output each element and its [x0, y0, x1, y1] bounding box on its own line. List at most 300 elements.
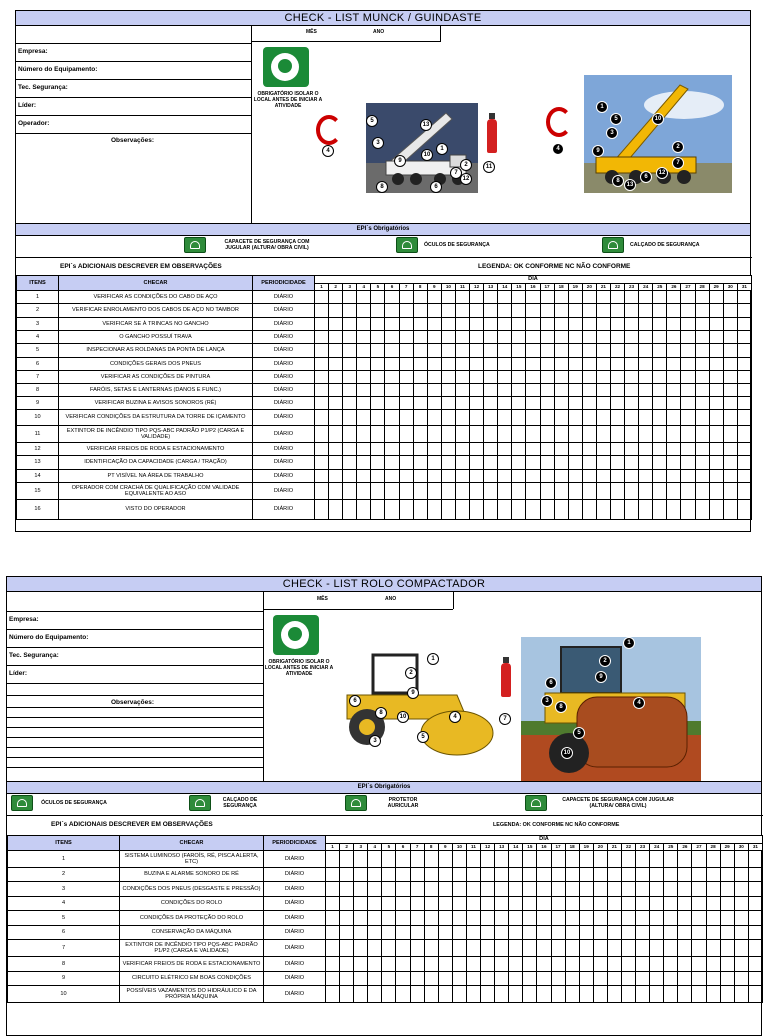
day-cell[interactable]	[737, 331, 751, 344]
day-cell[interactable]	[537, 897, 551, 911]
day-cell[interactable]	[343, 358, 357, 371]
day-cell[interactable]	[650, 972, 664, 986]
day-cell[interactable]	[678, 986, 692, 1003]
day-cell[interactable]	[441, 443, 455, 456]
day-cell[interactable]	[720, 911, 734, 926]
day-cell[interactable]	[695, 291, 709, 304]
day-cell[interactable]	[484, 500, 498, 520]
day-cell[interactable]	[554, 304, 568, 318]
day-cell[interactable]	[621, 897, 635, 911]
day-cell[interactable]	[441, 483, 455, 500]
day-cell[interactable]	[455, 304, 469, 318]
day-cell[interactable]	[565, 911, 579, 926]
day-cell[interactable]	[484, 318, 498, 331]
day-cell[interactable]	[498, 291, 512, 304]
day-cell[interactable]	[329, 443, 343, 456]
day-cell[interactable]	[734, 897, 748, 911]
day-cell[interactable]	[470, 371, 484, 384]
day-cell[interactable]	[737, 500, 751, 520]
day-cell[interactable]	[650, 897, 664, 911]
day-cell[interactable]	[410, 882, 424, 897]
day-cell[interactable]	[568, 384, 582, 397]
day-cell[interactable]	[706, 926, 720, 940]
day-cell[interactable]	[481, 957, 495, 972]
day-cell[interactable]	[399, 291, 413, 304]
day-cell[interactable]	[396, 882, 410, 897]
day-cell[interactable]	[709, 470, 723, 483]
day-cell[interactable]	[554, 426, 568, 443]
day-cell[interactable]	[540, 410, 554, 426]
day-cell[interactable]	[357, 483, 371, 500]
day-cell[interactable]	[498, 318, 512, 331]
day-cell[interactable]	[625, 443, 639, 456]
day-cell[interactable]	[371, 304, 385, 318]
day-cell[interactable]	[554, 384, 568, 397]
day-cell[interactable]	[636, 926, 650, 940]
day-cell[interactable]	[653, 384, 667, 397]
day-cell[interactable]	[526, 443, 540, 456]
day-cell[interactable]	[410, 868, 424, 882]
day-cell[interactable]	[413, 443, 427, 456]
day-cell[interactable]	[466, 868, 480, 882]
day-cell[interactable]	[692, 897, 706, 911]
day-cell[interactable]	[340, 957, 354, 972]
day-cell[interactable]	[455, 483, 469, 500]
day-cell[interactable]	[326, 957, 340, 972]
day-cell[interactable]	[438, 897, 452, 911]
day-cell[interactable]	[537, 972, 551, 986]
day-cell[interactable]	[579, 897, 593, 911]
day-cell[interactable]	[343, 318, 357, 331]
day-cell[interactable]	[607, 868, 621, 882]
day-cell[interactable]	[512, 410, 526, 426]
day-cell[interactable]	[382, 957, 396, 972]
day-cell[interactable]	[610, 384, 624, 397]
day-cell[interactable]	[498, 443, 512, 456]
day-cell[interactable]	[565, 868, 579, 882]
day-cell[interactable]	[650, 868, 664, 882]
day-cell[interactable]	[636, 851, 650, 868]
day-cell[interactable]	[596, 304, 610, 318]
day-cell[interactable]	[424, 957, 438, 972]
day-cell[interactable]	[695, 397, 709, 410]
day-cell[interactable]	[526, 384, 540, 397]
day-cell[interactable]	[540, 384, 554, 397]
day-cell[interactable]	[526, 410, 540, 426]
day-cell[interactable]	[639, 483, 653, 500]
day-cell[interactable]	[734, 868, 748, 882]
day-cell[interactable]	[653, 443, 667, 456]
day-cell[interactable]	[396, 897, 410, 911]
day-cell[interactable]	[354, 911, 368, 926]
day-cell[interactable]	[639, 500, 653, 520]
day-cell[interactable]	[709, 384, 723, 397]
day-cell[interactable]	[737, 483, 751, 500]
day-cell[interactable]	[709, 291, 723, 304]
day-cell[interactable]	[639, 384, 653, 397]
day-cell[interactable]	[495, 926, 509, 940]
day-cell[interactable]	[639, 426, 653, 443]
day-cell[interactable]	[385, 304, 399, 318]
day-cell[interactable]	[452, 986, 466, 1003]
day-cell[interactable]	[639, 331, 653, 344]
day-cell[interactable]	[667, 483, 681, 500]
day-cell[interactable]	[554, 358, 568, 371]
day-cell[interactable]	[343, 410, 357, 426]
day-cell[interactable]	[636, 897, 650, 911]
day-cell[interactable]	[481, 868, 495, 882]
day-cell[interactable]	[484, 344, 498, 358]
day-cell[interactable]	[484, 483, 498, 500]
day-cell[interactable]	[438, 882, 452, 897]
day-cell[interactable]	[621, 940, 635, 957]
day-cell[interactable]	[681, 443, 695, 456]
day-cell[interactable]	[625, 371, 639, 384]
day-cell[interactable]	[579, 868, 593, 882]
day-cell[interactable]	[357, 358, 371, 371]
day-cell[interactable]	[709, 443, 723, 456]
day-cell[interactable]	[734, 986, 748, 1003]
day-cell[interactable]	[495, 911, 509, 926]
day-cell[interactable]	[625, 397, 639, 410]
day-cell[interactable]	[466, 972, 480, 986]
day-cell[interactable]	[664, 940, 678, 957]
day-cell[interactable]	[650, 957, 664, 972]
day-cell[interactable]	[343, 443, 357, 456]
day-cell[interactable]	[399, 483, 413, 500]
day-cell[interactable]	[315, 483, 329, 500]
day-cell[interactable]	[678, 868, 692, 882]
day-cell[interactable]	[495, 972, 509, 986]
day-cell[interactable]	[621, 986, 635, 1003]
day-cell[interactable]	[593, 851, 607, 868]
day-cell[interactable]	[636, 957, 650, 972]
day-cell[interactable]	[681, 456, 695, 470]
day-cell[interactable]	[340, 851, 354, 868]
day-cell[interactable]	[537, 851, 551, 868]
day-cell[interactable]	[340, 897, 354, 911]
day-cell[interactable]	[607, 926, 621, 940]
day-cell[interactable]	[413, 384, 427, 397]
day-cell[interactable]	[399, 410, 413, 426]
day-cell[interactable]	[424, 972, 438, 986]
day-cell[interactable]	[455, 470, 469, 483]
day-cell[interactable]	[540, 443, 554, 456]
day-cell[interactable]	[354, 851, 368, 868]
day-cell[interactable]	[385, 318, 399, 331]
day-cell[interactable]	[720, 897, 734, 911]
day-cell[interactable]	[484, 384, 498, 397]
day-cell[interactable]	[720, 972, 734, 986]
day-cell[interactable]	[593, 940, 607, 957]
day-cell[interactable]	[551, 897, 565, 911]
day-cell[interactable]	[526, 483, 540, 500]
day-cell[interactable]	[596, 397, 610, 410]
day-cell[interactable]	[466, 957, 480, 972]
day-cell[interactable]	[554, 410, 568, 426]
day-cell[interactable]	[315, 358, 329, 371]
day-cell[interactable]	[452, 868, 466, 882]
day-cell[interactable]	[678, 957, 692, 972]
day-cell[interactable]	[537, 868, 551, 882]
day-cell[interactable]	[664, 882, 678, 897]
day-cell[interactable]	[470, 318, 484, 331]
day-cell[interactable]	[734, 940, 748, 957]
day-cell[interactable]	[368, 957, 382, 972]
day-cell[interactable]	[357, 304, 371, 318]
day-cell[interactable]	[568, 344, 582, 358]
day-cell[interactable]	[625, 344, 639, 358]
day-cell[interactable]	[551, 926, 565, 940]
day-cell[interactable]	[329, 291, 343, 304]
day-cell[interactable]	[695, 304, 709, 318]
day-cell[interactable]	[424, 851, 438, 868]
day-cell[interactable]	[329, 456, 343, 470]
day-cell[interactable]	[484, 331, 498, 344]
day-cell[interactable]	[509, 868, 523, 882]
day-cell[interactable]	[523, 868, 537, 882]
day-cell[interactable]	[678, 972, 692, 986]
day-cell[interactable]	[368, 897, 382, 911]
day-cell[interactable]	[441, 358, 455, 371]
field-empresa-2[interactable]: Empresa:	[9, 616, 39, 623]
day-cell[interactable]	[667, 371, 681, 384]
day-cell[interactable]	[625, 483, 639, 500]
day-cell[interactable]	[709, 456, 723, 470]
day-cell[interactable]	[385, 470, 399, 483]
field-numero-equipamento[interactable]: Número do Equipamento:	[18, 66, 98, 73]
day-cell[interactable]	[653, 426, 667, 443]
day-cell[interactable]	[526, 318, 540, 331]
day-cell[interactable]	[596, 371, 610, 384]
day-cell[interactable]	[343, 344, 357, 358]
day-cell[interactable]	[692, 882, 706, 897]
day-cell[interactable]	[329, 483, 343, 500]
day-cell[interactable]	[582, 344, 596, 358]
day-cell[interactable]	[664, 926, 678, 940]
day-cell[interactable]	[399, 384, 413, 397]
day-cell[interactable]	[371, 344, 385, 358]
day-cell[interactable]	[748, 911, 762, 926]
day-cell[interactable]	[470, 384, 484, 397]
day-cell[interactable]	[484, 397, 498, 410]
day-cell[interactable]	[650, 882, 664, 897]
day-cell[interactable]	[681, 331, 695, 344]
day-cell[interactable]	[681, 500, 695, 520]
day-cell[interactable]	[413, 483, 427, 500]
day-cell[interactable]	[610, 358, 624, 371]
day-cell[interactable]	[523, 986, 537, 1003]
day-cell[interactable]	[610, 456, 624, 470]
day-cell[interactable]	[523, 851, 537, 868]
day-cell[interactable]	[625, 291, 639, 304]
day-cell[interactable]	[625, 331, 639, 344]
day-cell[interactable]	[582, 331, 596, 344]
day-cell[interactable]	[470, 483, 484, 500]
day-cell[interactable]	[512, 371, 526, 384]
day-cell[interactable]	[607, 940, 621, 957]
day-cell[interactable]	[579, 882, 593, 897]
day-cell[interactable]	[610, 426, 624, 443]
day-cell[interactable]	[582, 304, 596, 318]
day-cell[interactable]	[315, 426, 329, 443]
day-cell[interactable]	[470, 397, 484, 410]
day-cell[interactable]	[723, 318, 737, 331]
day-cell[interactable]	[526, 291, 540, 304]
day-cell[interactable]	[554, 397, 568, 410]
day-cell[interactable]	[709, 500, 723, 520]
day-cell[interactable]	[399, 318, 413, 331]
day-cell[interactable]	[315, 443, 329, 456]
day-cell[interactable]	[678, 897, 692, 911]
day-cell[interactable]	[498, 483, 512, 500]
day-cell[interactable]	[678, 911, 692, 926]
day-cell[interactable]	[621, 882, 635, 897]
day-cell[interactable]	[610, 397, 624, 410]
day-cell[interactable]	[709, 344, 723, 358]
day-cell[interactable]	[639, 318, 653, 331]
day-cell[interactable]	[441, 344, 455, 358]
day-cell[interactable]	[481, 911, 495, 926]
day-cell[interactable]	[681, 358, 695, 371]
day-cell[interactable]	[565, 940, 579, 957]
day-cell[interactable]	[509, 851, 523, 868]
day-cell[interactable]	[329, 371, 343, 384]
day-cell[interactable]	[526, 358, 540, 371]
day-cell[interactable]	[481, 972, 495, 986]
day-cell[interactable]	[625, 358, 639, 371]
day-cell[interactable]	[737, 397, 751, 410]
day-cell[interactable]	[413, 470, 427, 483]
day-cell[interactable]	[720, 986, 734, 1003]
day-cell[interactable]	[512, 426, 526, 443]
day-cell[interactable]	[737, 426, 751, 443]
day-cell[interactable]	[695, 500, 709, 520]
day-cell[interactable]	[399, 358, 413, 371]
day-cell[interactable]	[723, 371, 737, 384]
day-cell[interactable]	[509, 882, 523, 897]
day-cell[interactable]	[526, 344, 540, 358]
day-cell[interactable]	[737, 456, 751, 470]
day-cell[interactable]	[385, 456, 399, 470]
day-cell[interactable]	[621, 868, 635, 882]
day-cell[interactable]	[470, 344, 484, 358]
day-cell[interactable]	[441, 331, 455, 344]
day-cell[interactable]	[441, 426, 455, 443]
day-cell[interactable]	[357, 456, 371, 470]
day-cell[interactable]	[681, 291, 695, 304]
day-cell[interactable]	[470, 410, 484, 426]
day-cell[interactable]	[695, 331, 709, 344]
day-cell[interactable]	[470, 500, 484, 520]
day-cell[interactable]	[723, 500, 737, 520]
day-cell[interactable]	[653, 304, 667, 318]
day-cell[interactable]	[512, 500, 526, 520]
day-cell[interactable]	[481, 926, 495, 940]
day-cell[interactable]	[410, 897, 424, 911]
day-cell[interactable]	[371, 500, 385, 520]
day-cell[interactable]	[653, 470, 667, 483]
day-cell[interactable]	[554, 318, 568, 331]
day-cell[interactable]	[368, 940, 382, 957]
day-cell[interactable]	[427, 371, 441, 384]
day-cell[interactable]	[368, 926, 382, 940]
day-cell[interactable]	[498, 304, 512, 318]
day-cell[interactable]	[664, 986, 678, 1003]
day-cell[interactable]	[568, 371, 582, 384]
day-cell[interactable]	[315, 470, 329, 483]
day-cell[interactable]	[692, 851, 706, 868]
day-cell[interactable]	[582, 483, 596, 500]
day-cell[interactable]	[371, 331, 385, 344]
day-cell[interactable]	[568, 358, 582, 371]
day-cell[interactable]	[427, 443, 441, 456]
day-cell[interactable]	[343, 500, 357, 520]
day-cell[interactable]	[526, 426, 540, 443]
day-cell[interactable]	[326, 851, 340, 868]
day-cell[interactable]	[526, 304, 540, 318]
day-cell[interactable]	[371, 410, 385, 426]
day-cell[interactable]	[357, 331, 371, 344]
day-cell[interactable]	[368, 882, 382, 897]
day-cell[interactable]	[424, 897, 438, 911]
day-cell[interactable]	[695, 318, 709, 331]
day-cell[interactable]	[582, 456, 596, 470]
day-cell[interactable]	[540, 358, 554, 371]
day-cell[interactable]	[579, 940, 593, 957]
field-empresa[interactable]: Empresa:	[18, 48, 48, 55]
day-cell[interactable]	[607, 972, 621, 986]
day-cell[interactable]	[709, 483, 723, 500]
day-cell[interactable]	[540, 331, 554, 344]
day-cell[interactable]	[540, 483, 554, 500]
day-cell[interactable]	[343, 470, 357, 483]
day-cell[interactable]	[681, 318, 695, 331]
day-cell[interactable]	[565, 972, 579, 986]
day-cell[interactable]	[596, 443, 610, 456]
day-cell[interactable]	[466, 940, 480, 957]
day-cell[interactable]	[315, 410, 329, 426]
day-cell[interactable]	[340, 926, 354, 940]
day-cell[interactable]	[551, 972, 565, 986]
day-cell[interactable]	[653, 410, 667, 426]
day-cell[interactable]	[427, 344, 441, 358]
day-cell[interactable]	[396, 972, 410, 986]
day-cell[interactable]	[720, 851, 734, 868]
day-cell[interactable]	[326, 911, 340, 926]
day-cell[interactable]	[593, 882, 607, 897]
day-cell[interactable]	[720, 882, 734, 897]
day-cell[interactable]	[639, 304, 653, 318]
day-cell[interactable]	[720, 957, 734, 972]
day-cell[interactable]	[709, 397, 723, 410]
day-cell[interactable]	[481, 940, 495, 957]
day-cell[interactable]	[540, 291, 554, 304]
day-cell[interactable]	[509, 926, 523, 940]
day-cell[interactable]	[653, 500, 667, 520]
day-cell[interactable]	[706, 868, 720, 882]
day-cell[interactable]	[385, 358, 399, 371]
day-cell[interactable]	[667, 410, 681, 426]
day-cell[interactable]	[368, 851, 382, 868]
day-cell[interactable]	[526, 456, 540, 470]
day-cell[interactable]	[565, 957, 579, 972]
day-cell[interactable]	[709, 410, 723, 426]
day-cell[interactable]	[427, 500, 441, 520]
day-cell[interactable]	[396, 911, 410, 926]
day-cell[interactable]	[667, 456, 681, 470]
day-cell[interactable]	[621, 972, 635, 986]
